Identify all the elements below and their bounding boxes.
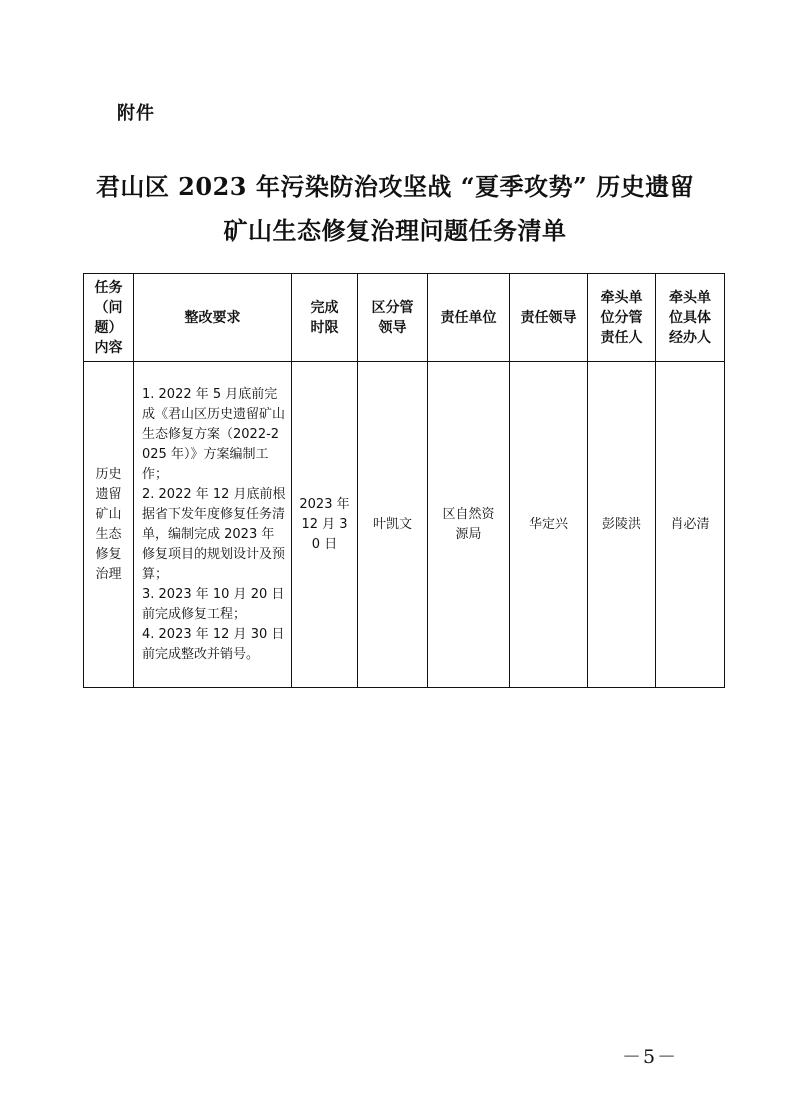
requirement-item-1: 1. 2022 年 5 月底前完成《君山区历史遗留矿山生态修复方案（2022-2025 年）》方案编制工作； xyxy=(142,386,286,482)
document-title-line2: 矿山生态修复治理问题任务清单 xyxy=(223,216,567,245)
document-title-line1: 君山区 2023 年污染防治攻坚战 “夏季攻势” 历史遗留 xyxy=(95,172,695,201)
cell-task: 历史遗留矿山生态修复治理 xyxy=(84,362,134,688)
cell-responsible-unit: 区自然资源局 xyxy=(428,362,510,688)
cell-district-leader: 叶凯文 xyxy=(358,362,428,688)
requirement-item-3: 3. 2023 年 10 月 20 日前完成修复工程； xyxy=(142,586,285,622)
cell-deadline: 2023 年 12 月 30 日 xyxy=(292,362,358,688)
header-responsible-leader: 责任领导 xyxy=(510,274,588,362)
cell-responsible-leader: 华定兴 xyxy=(510,362,588,688)
page-number: －5－ xyxy=(622,1046,679,1068)
header-requirement: 整改要求 xyxy=(134,274,292,362)
table-header-row xyxy=(84,274,725,362)
table-row xyxy=(84,362,725,688)
header-deadline: 完成时限 xyxy=(292,274,358,362)
task-table xyxy=(83,273,725,688)
header-responsible-unit: 责任单位 xyxy=(428,274,510,362)
header-district-leader: 区分管领导 xyxy=(358,274,428,362)
cell-lead-unit-handler: 肖必清 xyxy=(656,362,725,688)
cell-requirements xyxy=(134,362,292,688)
requirement-item-2: 2. 2022 年 12 月底前根据省下发年度修复任务清单，编制完成 2023 年修复项目的规划设计及预算； xyxy=(142,486,286,582)
header-lead-unit-officer: 牵头单位分管责任人 xyxy=(588,274,656,362)
attachment-label: 附件 xyxy=(117,103,155,124)
header-lead-unit-handler: 牵头单位具体经办人 xyxy=(656,274,725,362)
requirement-item-4: 4. 2023 年 12 月 30 日前完成整改并销号。 xyxy=(142,626,285,662)
header-task: 任务（问题）内容 xyxy=(84,274,134,362)
cell-lead-unit-officer: 彭陵洪 xyxy=(588,362,656,688)
